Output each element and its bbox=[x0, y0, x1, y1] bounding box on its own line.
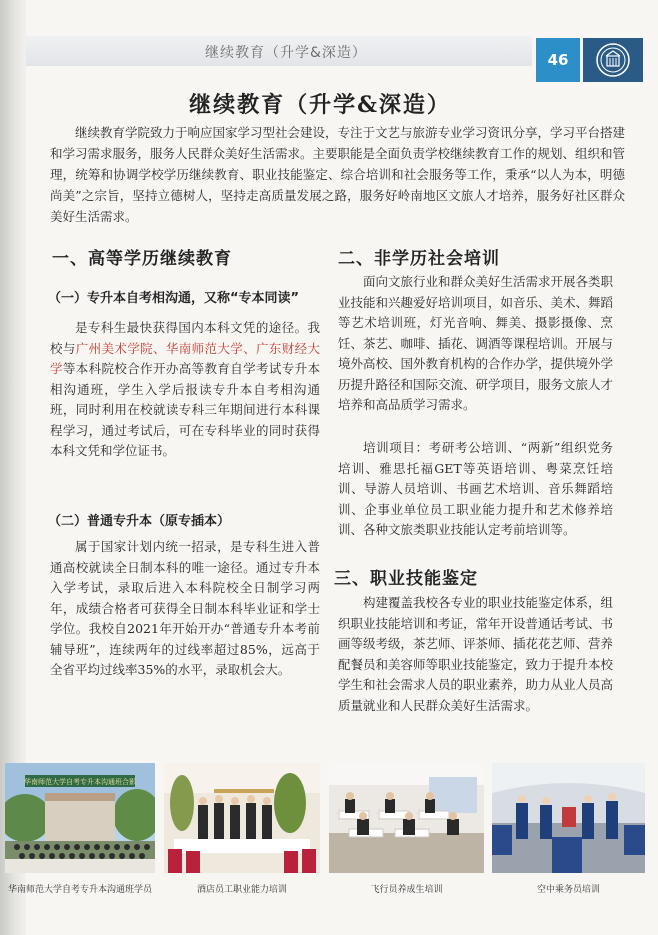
section-1-sub-1-heading: （一）专升本自考相沟通，又称“专本同读” bbox=[48, 291, 300, 306]
section-1-sub-1-text bbox=[50, 318, 320, 462]
section-1-heading: 一、高等学历继续教育 bbox=[52, 249, 232, 269]
pilot-training-image bbox=[329, 763, 484, 873]
photo-caption-1: 华南师范大学自考专升本沟通班学员 bbox=[7, 885, 152, 895]
photo-caption-3: 飞行员养成生培训 bbox=[370, 885, 443, 895]
section-3-heading: 三、职业技能鉴定 bbox=[334, 569, 478, 589]
page-number: 46 bbox=[536, 38, 580, 82]
section-2-paragraph-1: 面向文旅行业和群众美好生活需求开展各类职业技能和兴趣爱好培训项目，如音乐、美术、舞蹈等艺术培训班，灯光音响、舞美、摄影摄像、烹饪、茶艺、咖啡、插花、调酒等课程培训。开展与境外高校、国外教育机构的合作办学，提供境外学历提升路径和国际交流、研学项目，服务文旅人才培养和高品质学习需求。 bbox=[338, 274, 614, 412]
photo-group-class bbox=[5, 763, 155, 873]
section-2-paragraph-2: 培训项目：考研考公培训、“两新”组织党务培训、雅思托福GET等英语培训、粤菜烹饪培训、导游人员培训、书画艺术培训、音乐舞蹈培训、企事业单位员工职业能力提升和艺术修养培训、各种文旅类职业技能认定考前培训等。 bbox=[338, 440, 613, 537]
partner-institutions: 广州美术学院、华南师范大学、广东财经大学 bbox=[50, 340, 320, 376]
page-title: 继续教育（升学&深造） bbox=[189, 92, 451, 118]
section-2-heading: 二、非学历社会培训 bbox=[338, 249, 500, 269]
photo-pilot-training bbox=[329, 763, 484, 873]
running-header-title: 继续教育（升学&深造） bbox=[205, 45, 367, 61]
section-1-sub-2-heading: （二）普通专升本（原专插本） bbox=[48, 514, 231, 529]
group-photo-image bbox=[5, 763, 155, 873]
university-emblem-icon bbox=[595, 42, 631, 78]
photo-hotel-training bbox=[164, 763, 320, 873]
photo-caption-2: 酒店员工职业能力培训 bbox=[196, 885, 287, 895]
intro-paragraph: 继续教育学院致力于响应国家学习型社会建设，专注于文艺与旅游专业学习资讯分享，学习平台搭建和学习需求服务，服务人民群众美好生活需求。主要职能是全面负责学校继续教育工作的规划、组织和管理，统筹和协调学校学历继续教育、职业技能鉴定、综合培训和社会服务等工作，秉承“以人为本，明德尚美”之宗旨，坚持立德树人，坚持走高质量发展之路，服务好岭南地区文旅人才培养，服务好社区群众美好生活需求。 bbox=[50, 125, 626, 224]
sub-1-text-b: 等本科院校合作开办高等教育自学考试专升本相沟通班，学生入学后报读专升本自考相沟通班，同时利用在校就读专科三年期间进行本科课程学习，通过考试后，可在专科毕业的同时获得本科文凭和学位证书。 bbox=[50, 361, 320, 458]
section-1-sub-2-text: 属于国家计划内统一招录，是专科生进入普通高校就读全日制本科的唯一途径。通过专升本入学考试，录取后进入本科院校全日制学习两年，成绩合格者可获得全日制本科毕业证和学士学位。我校自2021年开始开办“普通专升本考前辅导班”，连续两年的过线率超过85%，远高于全省平均过线率35%的水平，录取机会大。 bbox=[50, 539, 320, 677]
hotel-training-image bbox=[164, 763, 320, 873]
photo-caption-4: 空中乘务员培训 bbox=[536, 885, 600, 895]
group-photo-banner: 华南师范大学自考专升本沟通班合影 bbox=[24, 778, 136, 786]
photo-flight-attendant-training bbox=[492, 763, 645, 873]
sub-1-text-a: 是专科生最快获得国内本科文凭的途径。我校与 bbox=[50, 320, 320, 356]
emblem-box bbox=[583, 38, 643, 82]
flight-attendant-image bbox=[492, 763, 645, 873]
section-3-text: 构建覆盖我校各专业的职业技能鉴定体系，组织职业技能培训和考证，常年开设普通话考试、书画等级考级，茶艺师、评茶师、插花花艺师、营养配餐员和美容师等职业技能鉴定，致力于提升本校学生和社会需求人员的职业素养，助力从业人员高质量就业和人民群众美好生活需求。 bbox=[338, 595, 614, 713]
